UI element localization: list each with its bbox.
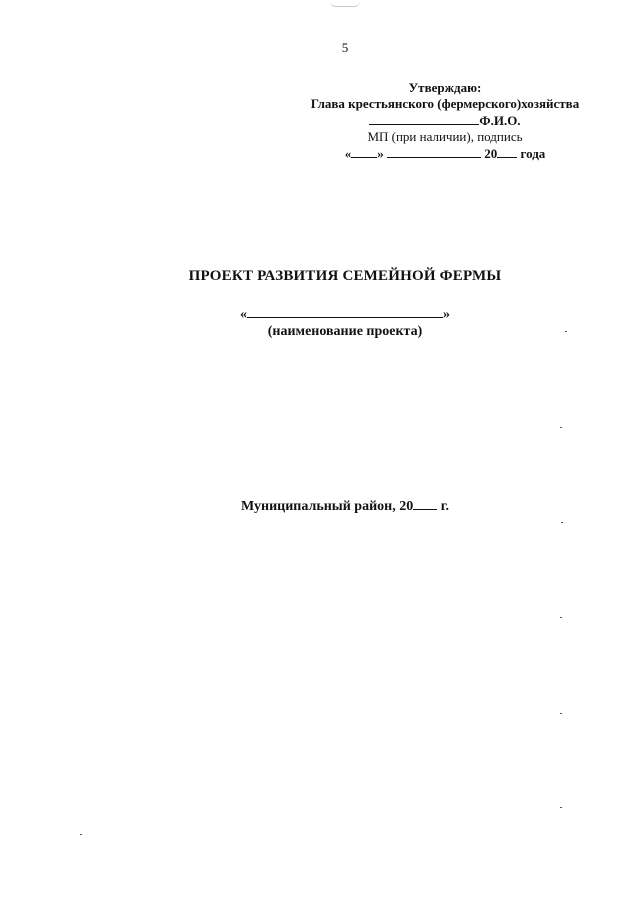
project-open-quote: «	[240, 307, 247, 322]
page-number: 5	[341, 40, 349, 55]
year-prefix: 20	[484, 146, 498, 161]
day-blank	[351, 145, 377, 158]
margin-tick	[560, 713, 562, 714]
signature-blank	[369, 112, 479, 125]
project-close-quote: »	[443, 307, 450, 322]
approval-block	[270, 80, 620, 162]
year-suffix: года	[520, 146, 546, 161]
month-blank	[387, 145, 481, 158]
project-name-block	[0, 305, 640, 340]
fio-line	[270, 112, 620, 129]
approve-label: Утверждаю:	[408, 80, 482, 95]
head-title: Глава крестьянского (фермерского)хозяйства	[310, 96, 580, 111]
municipal-suffix: г.	[440, 499, 449, 514]
margin-tick	[565, 331, 567, 332]
document-title: ПРОЕКТ РАЗВИТИЯ СЕМЕЙНОЙ ФЕРМЫ	[188, 268, 502, 284]
margin-tick	[560, 617, 562, 618]
project-name-line	[0, 305, 640, 323]
stamp-signature-caption: МП (при наличии), подпись	[367, 129, 523, 144]
municipal-line	[0, 497, 640, 515]
municipal-prefix: Муниципальный район, 20	[240, 499, 414, 514]
municipal-year-blank	[413, 497, 437, 510]
margin-tick	[80, 834, 82, 835]
approval-date-line	[270, 145, 620, 162]
date-open-quote: «	[344, 146, 352, 161]
fio-label: Ф.И.О.	[479, 113, 521, 128]
year-blank	[497, 145, 517, 158]
margin-tick	[561, 522, 563, 523]
scan-edge-mark	[330, 0, 360, 7]
margin-tick	[560, 807, 562, 808]
project-name-blank	[247, 305, 443, 318]
margin-tick	[560, 427, 562, 428]
project-name-caption: (наименование проекта)	[267, 324, 423, 339]
date-close-quote: »	[377, 146, 384, 161]
